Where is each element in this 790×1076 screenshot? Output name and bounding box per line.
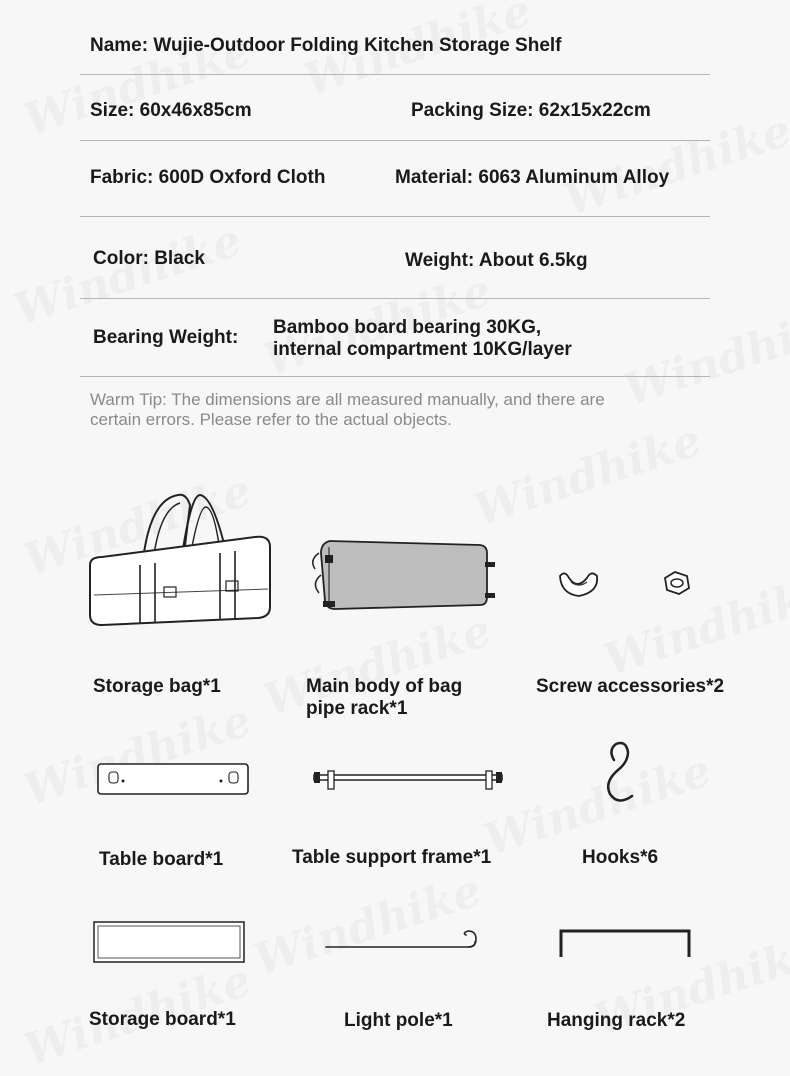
spec-fabric: Fabric: 600D Oxford Cloth — [90, 167, 326, 188]
label-screw-accessories: Screw accessories*2 — [536, 676, 725, 697]
spec-size: Size: 60x46x85cm — [90, 100, 252, 121]
watermark — [468, 415, 708, 536]
spec-color: Color: Black — [93, 248, 205, 269]
spec-row — [80, 0, 710, 75]
table-support-frame-image — [310, 765, 510, 795]
spec-material: Material: 6063 Aluminum Alloy — [395, 167, 670, 188]
screw-accessories-image — [555, 562, 715, 612]
spec-row — [80, 141, 710, 217]
table-board-image — [95, 760, 255, 800]
main-body-rack-image — [305, 535, 505, 615]
spec-bearing-line1: Bamboo board bearing 30KG, — [273, 317, 542, 338]
storage-board-image — [90, 918, 250, 968]
spec-row — [80, 217, 710, 299]
warm-tip — [90, 390, 690, 430]
spec-bearing-line2: internal compartment 10KG/layer — [273, 339, 572, 360]
warm-tip-line2: certain errors. Please refer to the actual objects. — [90, 410, 452, 429]
label-table-board: Table board*1 — [99, 849, 224, 870]
spec-row — [80, 75, 710, 141]
label-storage-board: Storage board*1 — [89, 1009, 236, 1030]
warm-tip-line1: Warm Tip: The dimensions are all measured manually, and there are — [90, 390, 605, 409]
label-storage-bag: Storage bag*1 — [93, 676, 221, 697]
label-hooks: Hooks*6 — [582, 847, 659, 868]
light-pole-image — [320, 925, 490, 965]
hanging-rack-image — [555, 925, 705, 965]
spec-row — [80, 299, 710, 377]
label-main-body-line1: Main body of bag — [306, 676, 463, 697]
hook-image — [600, 738, 650, 808]
spec-weight: Weight: About 6.5kg — [405, 250, 588, 271]
label-hanging-rack: Hanging rack*2 — [547, 1010, 686, 1031]
spec-packing-size: Packing Size: 62x15x22cm — [411, 100, 651, 121]
spec-table — [80, 0, 710, 380]
spec-name: Name: Wujie-Outdoor Folding Kitchen Storage Shelf — [90, 35, 562, 56]
label-table-support-frame: Table support frame*1 — [292, 847, 492, 868]
label-main-body-line2: pipe rack*1 — [306, 698, 408, 719]
storage-bag-image — [80, 485, 280, 635]
spec-bearing-label: Bearing Weight: — [93, 327, 239, 348]
label-light-pole: Light pole*1 — [344, 1010, 453, 1031]
